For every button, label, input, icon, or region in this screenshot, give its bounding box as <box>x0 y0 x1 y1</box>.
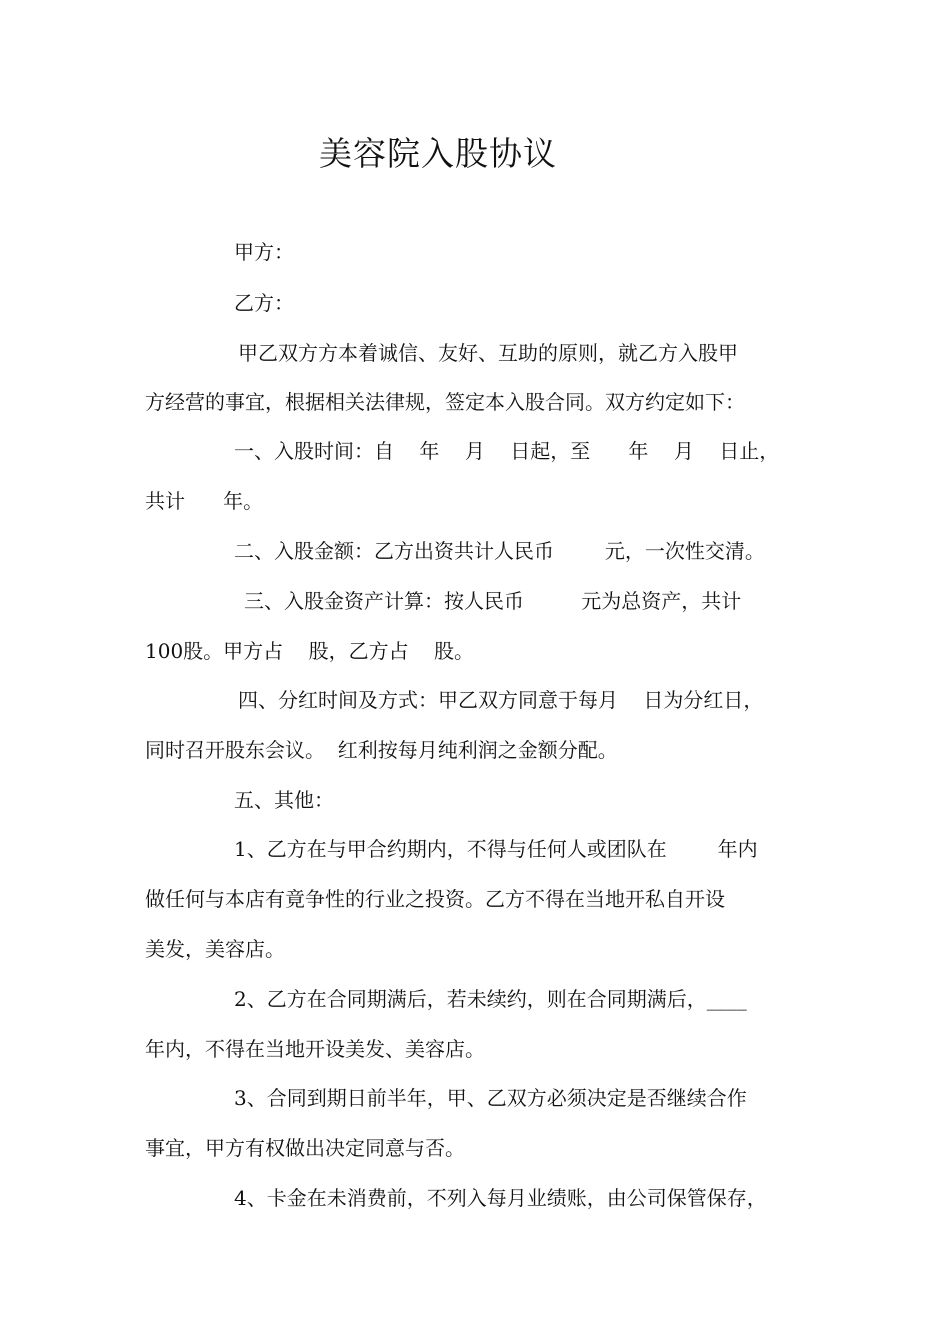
item-1-line: 美发，美容店。 <box>145 937 285 961</box>
paragraph-line: 甲乙双方方本着诚信、友好、互助的原则，就乙方入股甲 <box>238 341 738 365</box>
item-1-line: 做任何与本店有竟争性的行业之投资。乙方不得在当地开私自开设 <box>145 887 725 911</box>
clause-2-line: 二、入股金额：乙方出资共计人民币 元，一次性交清。 <box>234 539 765 563</box>
clause-4-line: 四、分红时间及方式：甲乙双方同意于每月 日为分红日， <box>238 688 764 712</box>
item-2-line: 年内，不得在当地开设美发、美容店。 <box>145 1037 485 1061</box>
clause-3-line: 三、入股金资产计算：按人民币 元为总资产，共计 <box>244 589 742 613</box>
party-b-line: 乙方： <box>234 291 294 315</box>
clause-3-line: 100股。甲方占 股，乙方占 股。 <box>145 639 475 663</box>
item-3-line: 事宜，甲方有权做出决定同意与否。 <box>145 1136 465 1160</box>
document-title: 美容院入股协议 <box>319 134 557 173</box>
item-4-line: 4、卡金在未消费前，不列入每月业绩账，由公司保管保存， <box>234 1186 767 1210</box>
clause-1-line: 共计 年。 <box>145 489 264 513</box>
item-2-line: 2、乙方在合同期满后，若未续约，则在合同期满后，____ <box>234 987 747 1011</box>
item-1-line: 1、乙方在与甲合约期内，不得与任何人或团队在 年内 <box>234 837 758 861</box>
clause-5-heading: 五、其他： <box>234 788 334 812</box>
party-a-line: 甲方： <box>234 240 294 264</box>
clause-1-line: 一、入股时间：自 年 月 日起，至 年 月 日止， <box>234 439 780 463</box>
paragraph-line: 方经营的事宜，根据相关法律规，签定本入股合同。双方约定如下： <box>145 390 745 414</box>
clause-4-line: 同时召开股东会议。 红利按每月纯利润之金额分配。 <box>145 738 618 762</box>
item-3-line: 3、合同到期日前半年，甲、乙双方必须决定是否继续合作 <box>234 1086 747 1110</box>
